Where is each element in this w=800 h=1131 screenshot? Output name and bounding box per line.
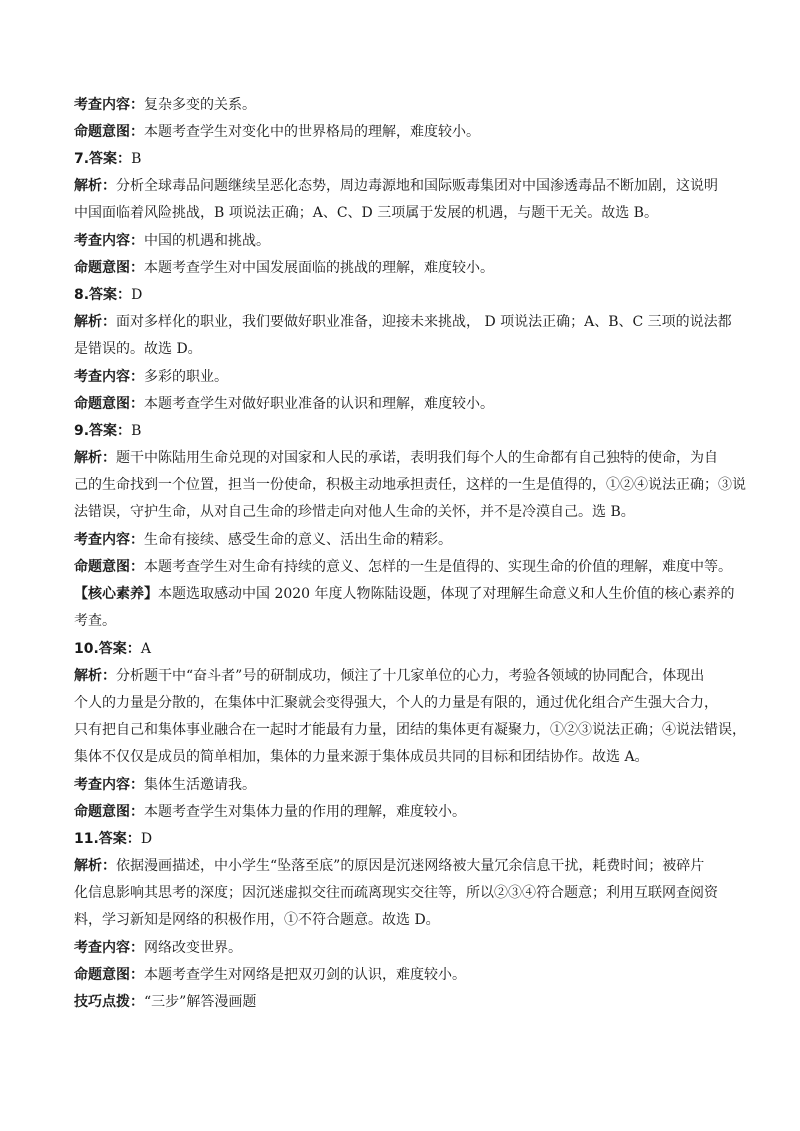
analysis-text: 面对多样化的职业，我们要做好职业准备，迎接未来挑战， D 项说法正确；A、B、C 三项的说法都 xyxy=(116,314,732,330)
intent-line xyxy=(74,255,734,281)
intent-label: 命题意图： xyxy=(74,804,144,820)
analysis-text: 依据漫画描述，中小学生“坠落至底”的原因是沉迷网络被大量冗余信息干扰，耗费时间；被碎片 xyxy=(116,858,705,874)
answer-value: D xyxy=(131,287,143,303)
content-label: 考查内容： xyxy=(74,233,144,249)
core-label: 【核心素养】 xyxy=(74,586,158,602)
tip-line xyxy=(74,989,734,1015)
analysis-row: 化信息影响其思考的深度；因沉迷虚拟交往而疏离现实交往等，所以②③④符合题意；利用互联网查阅资 xyxy=(74,885,718,901)
answer-label: 9.答案： xyxy=(74,423,132,439)
content-label: 考查内容： xyxy=(74,940,144,956)
core-text: 本题选取感动中国 2020 年度人物陈陆设题，体现了对理解生命意义和人生价值的核心素养的 xyxy=(158,586,735,602)
intent-line xyxy=(74,799,734,825)
intent-text: 本题考查学生对集体力量的作用的理解，难度较小。 xyxy=(144,804,466,820)
analysis-row xyxy=(74,445,734,472)
analysis-label: 解析： xyxy=(74,314,116,330)
answer-value: D xyxy=(140,831,153,847)
intent-line xyxy=(74,962,734,988)
answer-line-11 xyxy=(74,826,734,852)
analysis-label: 解析： xyxy=(74,858,116,874)
intent-label: 命题意图： xyxy=(74,260,144,276)
analysis-paragraph-7 xyxy=(74,173,734,227)
content-label: 考查内容： xyxy=(74,777,144,793)
analysis-row: 料，学习新知是网络的积极作用，①不符合题意。故选 D。 xyxy=(74,912,440,928)
intent-text: 本题考查学生对做好职业准备的认识和理解，难度较小。 xyxy=(144,396,494,412)
answer-line-7 xyxy=(74,146,734,172)
analysis-text: 分析全球毒品问题继续呈恶化态势，周边毒源地和国际贩毒集团对中国渗透毒品不断加剧，这说明 xyxy=(116,178,718,194)
analysis-row xyxy=(74,173,734,200)
content-label: 考查内容： xyxy=(74,369,144,385)
answer-label: 10.答案： xyxy=(74,641,141,657)
analysis-label: 解析： xyxy=(74,450,116,466)
content-text: 复杂多变的关系。 xyxy=(144,97,256,113)
intent-line xyxy=(74,119,734,145)
content-text: 中国的机遇和挑战。 xyxy=(144,233,270,249)
content-label: 考查内容： xyxy=(74,97,144,113)
answer-value: B xyxy=(131,151,142,167)
analysis-paragraph-8 xyxy=(74,309,734,363)
content-text: 网络改变世界。 xyxy=(144,940,242,956)
content-text: 生命有接续、感受生命的意义、活出生命的精彩。 xyxy=(144,532,452,548)
content-label: 考查内容： xyxy=(74,532,144,548)
intent-label: 命题意图： xyxy=(74,124,144,140)
content-line xyxy=(74,772,734,798)
answer-value: B xyxy=(131,423,142,439)
core-row: 考查。 xyxy=(74,613,116,629)
intent-text: 本题考查学生对生命有持续的意义、怎样的一生是值得的、实现生命的价值的理解，难度中等。 xyxy=(144,559,732,575)
analysis-paragraph-9 xyxy=(74,445,746,526)
analysis-paragraph-11 xyxy=(74,853,734,934)
tip-text: “三步”解答漫画题 xyxy=(144,994,257,1010)
analysis-row: 法错误，守护生命，从对自己生命的珍惜走向对他人生命的关怀，并不是冷漠自己。选 B。 xyxy=(74,504,635,520)
answer-line-8 xyxy=(74,282,734,308)
analysis-row: 中国面临着风险挑战，B 项说法正确；A、C、D 三项属于发展的机遇，与题干无关。故选 B。 xyxy=(74,205,658,221)
core-row xyxy=(74,581,734,608)
answer-label: 7.答案： xyxy=(74,151,132,167)
analysis-row xyxy=(74,309,734,336)
document-page xyxy=(74,92,746,1016)
answer-value: A xyxy=(140,641,151,657)
answer-line-10 xyxy=(74,636,734,662)
intent-line xyxy=(74,554,734,580)
intent-text: 本题考查学生对变化中的世界格局的理解，难度较小。 xyxy=(144,124,480,140)
answer-label: 11.答案： xyxy=(74,831,141,847)
intent-text: 本题考查学生对中国发展面临的挑战的理解，难度较小。 xyxy=(144,260,494,276)
analysis-row: 个人的力量是分散的，在集体中汇聚就会变得强大，个人的力量是有限的，通过优化组合产生强大合力， xyxy=(74,695,718,711)
tip-label: 技巧点拨： xyxy=(74,994,144,1010)
analysis-text: 题干中陈陆用生命兑现的对国家和人民的承诺，表明我们每个人的生命都有自己独特的使命，为自 xyxy=(116,450,718,466)
intent-text: 本题考查学生对网络是把双刃剑的认识，难度较小。 xyxy=(144,967,466,983)
intent-label: 命题意图： xyxy=(74,396,144,412)
intent-label: 命题意图： xyxy=(74,967,144,983)
analysis-label: 解析： xyxy=(74,178,116,194)
analysis-text: 分析题干中“奋斗者”号的研制成功，倾注了十几家单位的心力，考验各领域的协同配合，体现出 xyxy=(116,668,705,684)
content-line xyxy=(74,228,734,254)
core-literacy-paragraph xyxy=(74,581,734,635)
analysis-row: 己的生命找到一个位置，担当一份使命，积极主动地承担责任，这样的一生是值得的，①②④说法正确；③说 xyxy=(74,477,746,493)
intent-line xyxy=(74,391,734,417)
analysis-paragraph-10 xyxy=(74,663,746,771)
content-line xyxy=(74,527,734,553)
content-text: 多彩的职业。 xyxy=(144,369,228,385)
analysis-row xyxy=(74,853,734,880)
intent-label: 命题意图： xyxy=(74,559,144,575)
answer-line-9 xyxy=(74,418,734,444)
content-line xyxy=(74,92,734,118)
analysis-label: 解析： xyxy=(74,668,116,684)
answer-label: 8.答案： xyxy=(74,287,132,303)
content-line xyxy=(74,364,734,390)
analysis-row xyxy=(74,663,734,690)
analysis-row: 集体不仅仅是成员的简单相加，集体的力量来源于集体成员共同的目标和团结协作。故选 A。 xyxy=(74,749,649,765)
content-line xyxy=(74,935,734,961)
analysis-row: 只有把自己和集体事业融合在一起时才能最有力量，团结的集体更有凝聚力，①②③说法正确；④说法错误， xyxy=(74,722,746,738)
content-text: 集体生活邀请我。 xyxy=(144,777,256,793)
analysis-row: 是错误的。故选 D。 xyxy=(74,341,202,357)
